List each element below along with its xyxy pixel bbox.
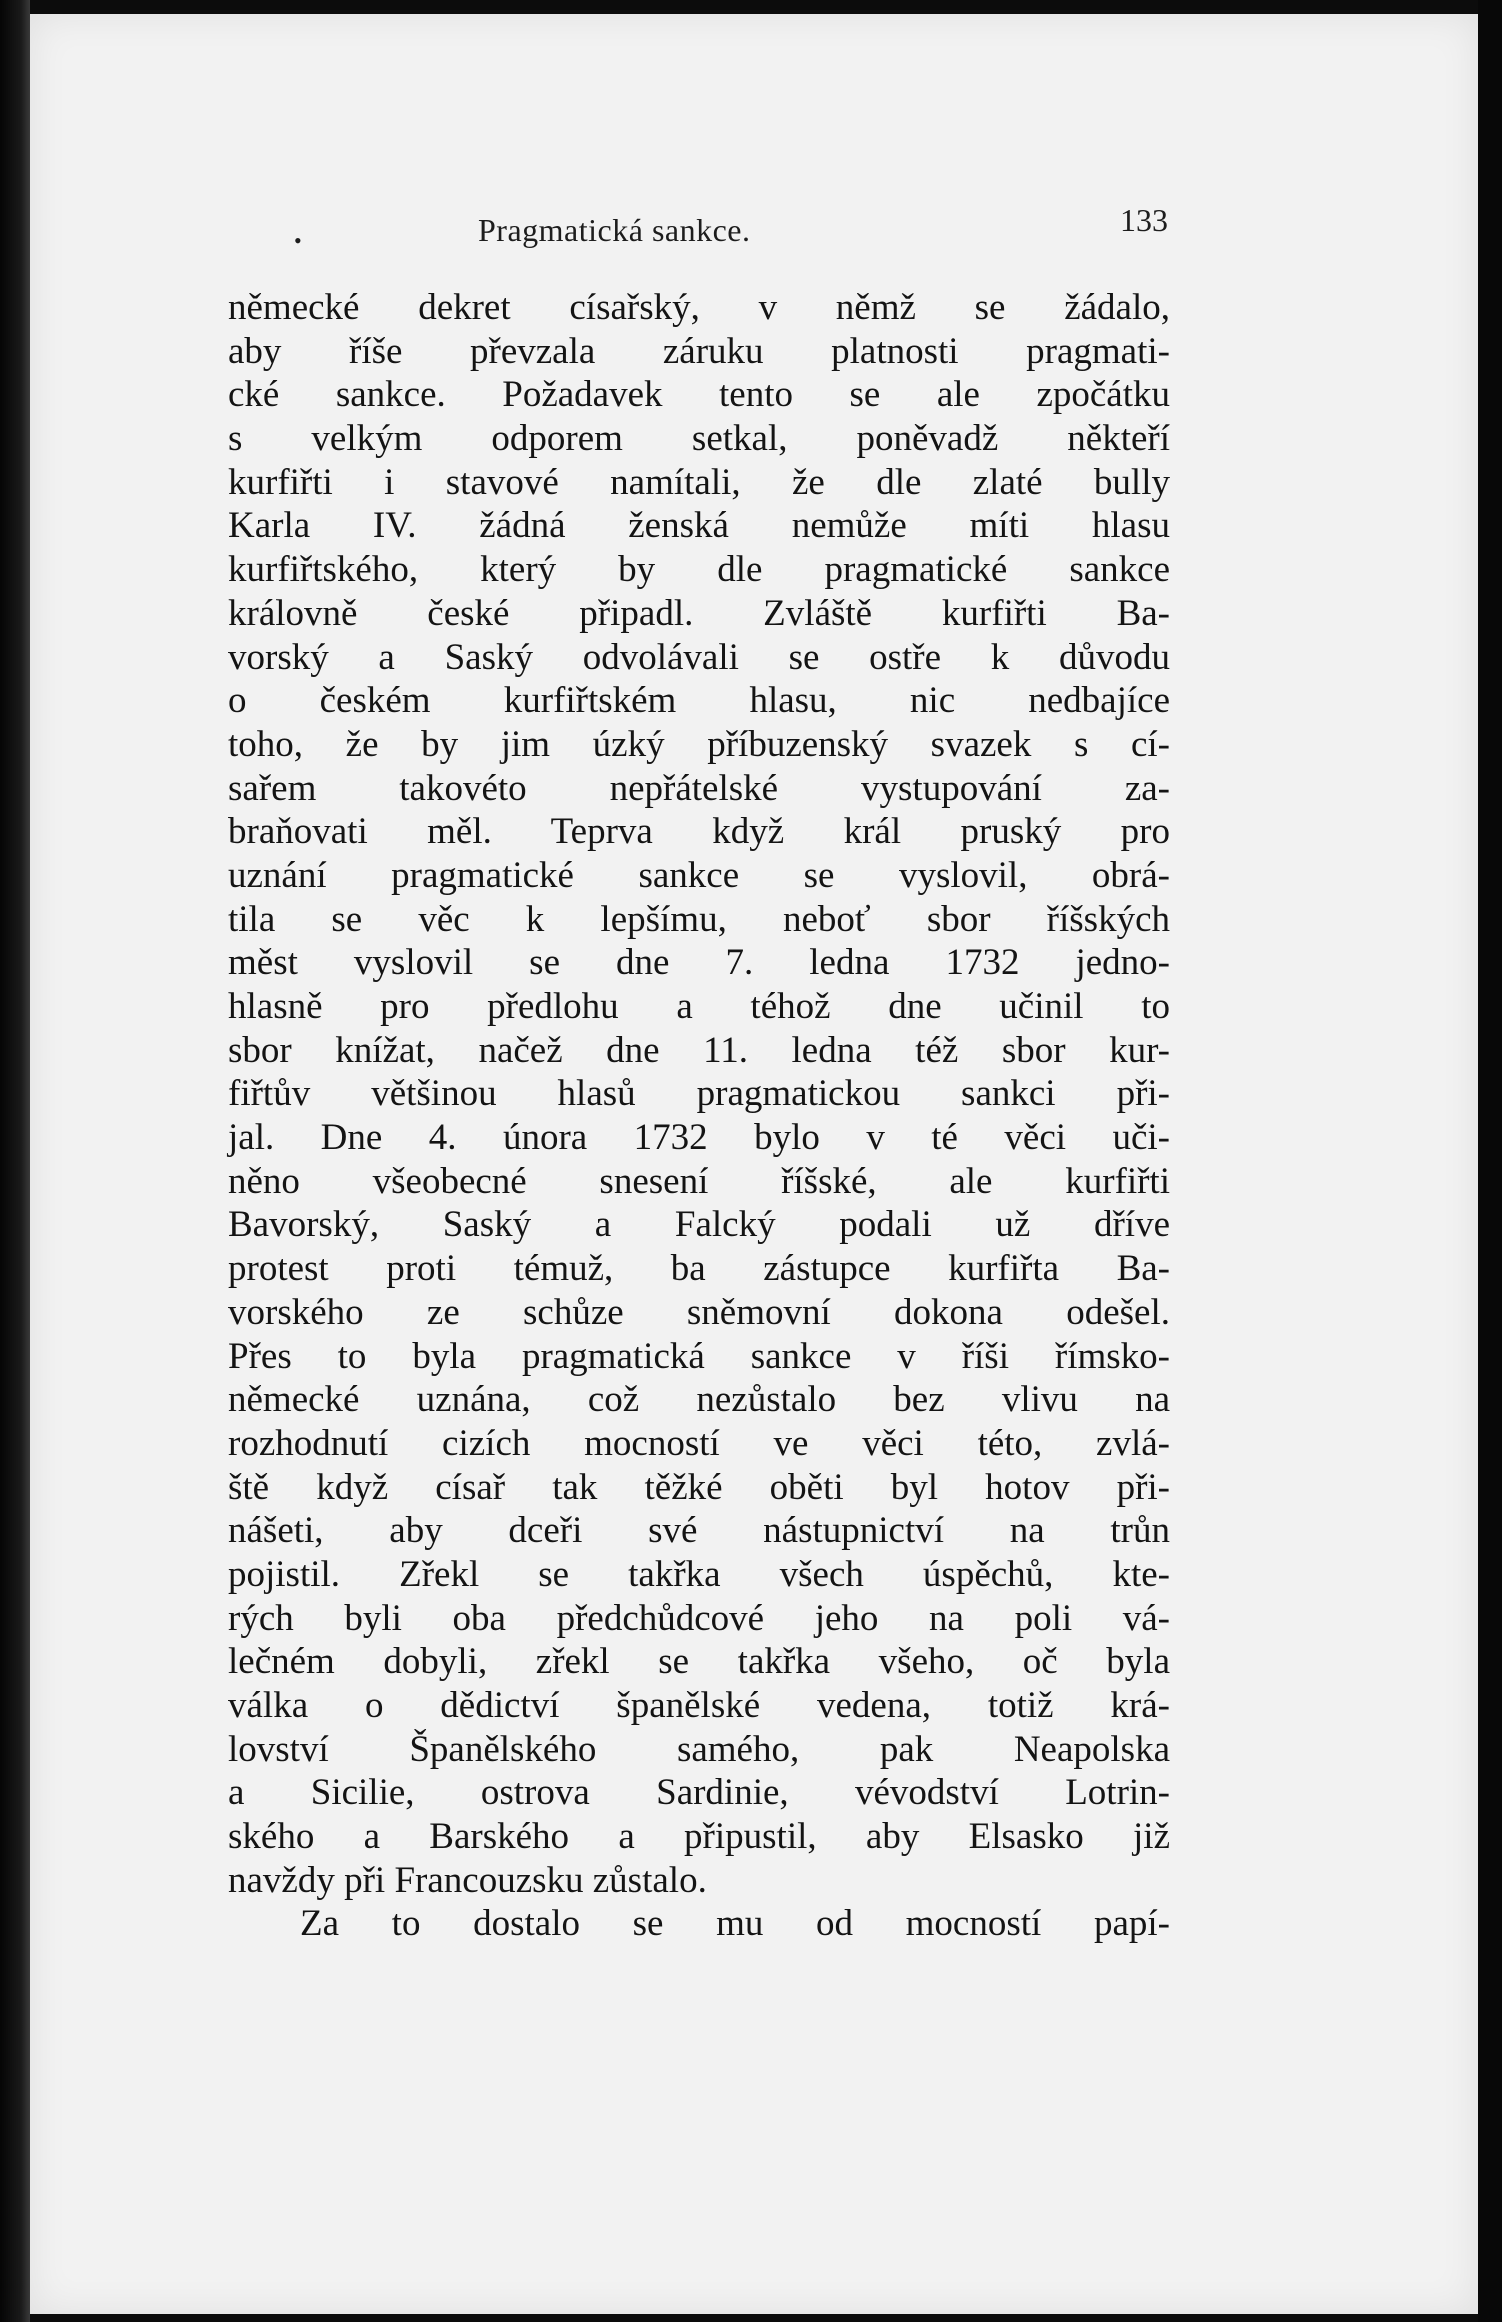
- text-line: lečném dobyli, zřekl se takřka všeho, oč byla: [228, 1641, 1170, 1683]
- text-line: sbor knížat, načež dne 11. ledna též sbor kur-: [228, 1029, 1170, 1071]
- text-line: něno všeobecné snesení říšské, ale kurfiřti: [228, 1160, 1170, 1202]
- text-line: německé uznána, což nezůstalo bez vlivu na: [228, 1379, 1170, 1421]
- paragraph-end-line: navždy při Francouzsku zůstalo.: [228, 1859, 707, 1901]
- page-header: [30, 202, 1478, 260]
- text-line: o českém kurfiřtském hlasu, nic nedbajíce: [228, 680, 1170, 722]
- text-line: ského a Barského a připustil, aby Elsasko již: [228, 1816, 1170, 1858]
- text-line: válka o dědictví španělské vedena, totiž krá-: [228, 1685, 1170, 1726]
- text-line: s velkým odporem setkal, poněvadž někteří: [228, 418, 1170, 460]
- text-line: aby říše převzala záruku platnosti pragmati-: [228, 330, 1170, 372]
- text-line: měst vyslovil se dne 7. ledna 1732 jedno-: [228, 942, 1170, 984]
- text-line: sařem takovéto nepřátelské vystupování za-: [228, 767, 1170, 809]
- text-line: královně české připadl. Zvláště kurfiřti Ba-: [228, 592, 1170, 634]
- text-line: cké sankce. Požadavek tento se ale zpočátku: [228, 374, 1170, 416]
- text-line: hlasně pro předlohu a téhož dne učinil to: [228, 986, 1170, 1027]
- page-number: 133: [1120, 202, 1168, 238]
- header-bullet: •: [294, 228, 302, 253]
- body-text: [228, 286, 1170, 1946]
- paragraph-start-line: Za to dostalo se mu od mocností papí-: [300, 1903, 1170, 1945]
- text-line: a Sicilie, ostrova Sardinie, vévodství Lotrin-: [228, 1772, 1170, 1814]
- text-line: braňovati měl. Teprva když král pruský pro: [228, 811, 1170, 853]
- text-line: Přes to byla pragmatická sankce v říši římsko-: [228, 1335, 1170, 1377]
- text-line: tila se věc k lepšímu, neboť sbor říšských: [228, 898, 1170, 940]
- text-line: pojistil. Zřekl se takřka všech úspěchů, kte-: [228, 1553, 1170, 1595]
- text-line: uznání pragmatické sankce se vyslovil, obrá-: [228, 854, 1170, 896]
- text-line: fiřtův většinou hlasů pragmatickou sankci při-: [228, 1073, 1170, 1115]
- text-line: toho, že by jim úzký příbuzenský svazek s cí-: [228, 723, 1170, 765]
- text-line: lovství Španělského samého, pak Neapolska: [228, 1728, 1170, 1770]
- text-line: Bavorský, Saský a Falcký podali už dříve: [228, 1204, 1170, 1246]
- text-line: rých byli oba předchůdcové jeho na poli vá-: [228, 1597, 1170, 1639]
- book-page: [30, 14, 1478, 2314]
- running-title: Pragmatická sankce.: [478, 212, 751, 248]
- text-line: kurfiřti i stavové namítali, že dle zlaté bully: [228, 461, 1170, 503]
- text-line: ště když císař tak těžké oběti byl hotov při-: [228, 1466, 1170, 1508]
- binding-shadow-left: [0, 0, 30, 2322]
- text-line: kurfiřtského, který by dle pragmatické sankce: [228, 549, 1170, 591]
- text-line: jal. Dne 4. února 1732 bylo v té věci uči-: [228, 1117, 1170, 1159]
- text-line: rozhodnutí cizích mocností ve věci této, zvlá-: [228, 1422, 1170, 1464]
- text-line: protest proti témuž, ba zástupce kurfiřta Ba-: [228, 1248, 1170, 1290]
- text-line: vorského ze schůze sněmovní dokona odešel.: [228, 1291, 1170, 1333]
- text-line: vorský a Saský odvolávali se ostře k důvodu: [228, 636, 1170, 678]
- text-line: Karla IV. žádná ženská nemůže míti hlasu: [228, 505, 1170, 547]
- text-line: německé dekret císařský, v němž se žádalo,: [228, 287, 1170, 328]
- text-line: nášeti, aby dceři své nástupnictví na trůn: [228, 1510, 1170, 1552]
- scan-border-right: [1478, 0, 1502, 2322]
